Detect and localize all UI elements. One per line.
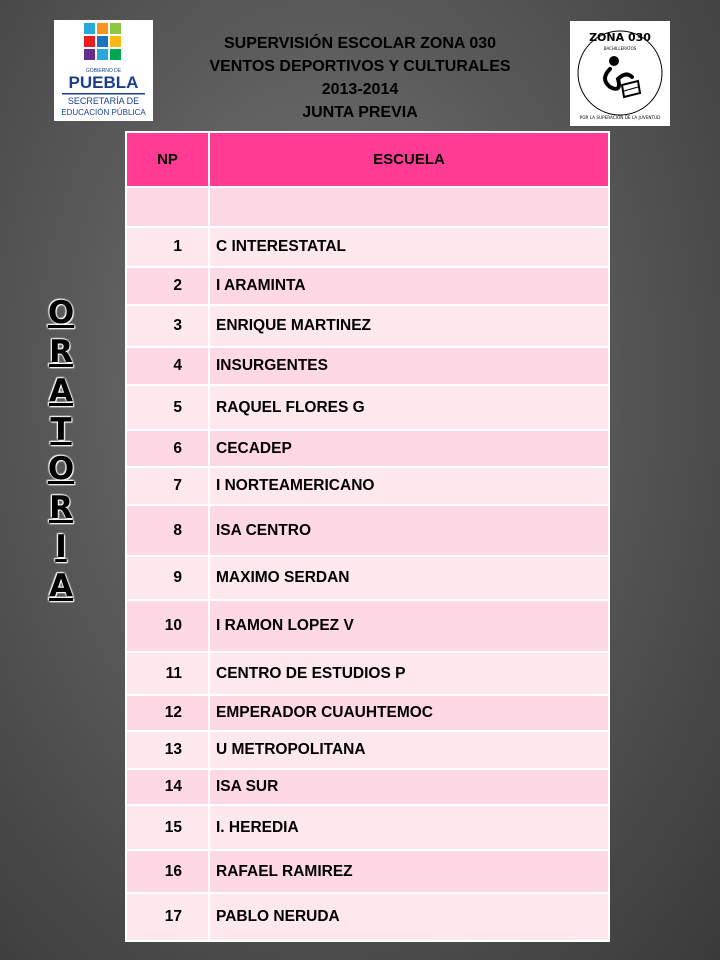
table-row [126,305,609,347]
title-letter: A [49,568,73,604]
cell-np: 11 [126,652,209,695]
header-eventos: VENTOS DEPORTIVOS Y CULTURALES [209,58,511,75]
cell-escuela [209,187,609,227]
schools-table [125,131,610,942]
schools-table-container [125,131,608,942]
title-letter: T [50,412,72,448]
header-ciclo: 2013-2014 [321,81,399,98]
puebla-sep-emblem-icon [54,20,153,121]
cell-escuela: MAXIMO SERDAN [209,556,609,600]
cell-np: 2 [126,267,209,305]
table-header-row [126,132,609,187]
cell-np: 16 [126,850,209,893]
table-row [126,731,609,769]
cell-np: 10 [126,600,209,652]
cell-escuela: U METROPOLITANA [209,731,609,769]
table-row [126,467,609,505]
header-escuela: ESCUELA [209,132,609,187]
table-row [126,695,609,731]
cell-np: 3 [126,305,209,347]
cell-np: 8 [126,505,209,556]
title-letter: O [47,295,75,331]
header-np: NP [126,132,209,187]
cell-np: 9 [126,556,209,600]
cell-np: 17 [126,893,209,941]
cell-np: 7 [126,467,209,505]
puebla-sep-logo [54,20,153,121]
title-letter: I [55,529,67,565]
title-letter: R [49,490,73,526]
table-row [126,227,609,267]
table-row [126,505,609,556]
logo-educacion-text: EDUCACIÓN PÚBLICA [61,108,146,117]
zona-030-emblem-icon [570,21,670,126]
header-junta: JUNTA PREVIA [302,104,418,121]
cell-escuela: CECADEP [209,430,609,467]
title-letter: A [49,373,73,409]
table-row [126,267,609,305]
cell-escuela: C INTERESTATAL [209,227,609,267]
cell-np: 15 [126,805,209,850]
logo-motto-text: POR LA SUPERACION DE LA JUVENTUD [579,115,661,120]
cell-escuela: I RAMON LOPEZ V [209,600,609,652]
table-row [126,893,609,941]
logo-puebla-text: PUEBLA [68,73,139,92]
header-supervision: SUPERVISIÓN ESCOLAR ZONA 030 [223,35,497,52]
cell-escuela: I. HEREDIA [209,805,609,850]
cell-escuela: ENRIQUE MARTINEZ [209,305,609,347]
cell-np: 5 [126,385,209,430]
table-row [126,652,609,695]
title-letter: R [49,334,73,370]
table-row [126,850,609,893]
table-row [126,600,609,652]
logo-bachilleratos-text: BACHILLERATOS [603,46,637,51]
zona-030-logo [570,21,670,126]
cell-np [126,187,209,227]
cell-escuela: INSURGENTES [209,347,609,385]
table-row [126,769,609,805]
logo-secretaria-text: SECRETARÍA DE [67,96,140,106]
table-row [126,385,609,430]
cell-np: 12 [126,695,209,731]
cell-escuela: ISA SUR [209,769,609,805]
table-row [126,347,609,385]
vertical-title-oratoria [36,294,86,606]
table-row [126,805,609,850]
logo-zona-text: ZONA 030 [589,31,651,44]
title-letter: O [47,451,75,487]
cell-escuela: PABLO NERUDA [209,893,609,941]
cell-np: 13 [126,731,209,769]
table-row [126,430,609,467]
cell-np: 6 [126,430,209,467]
cell-np: 14 [126,769,209,805]
logo-gobierno-text: GOBIERNO DE [85,68,122,74]
cell-escuela: RAQUEL FLORES G [209,385,609,430]
table-row [126,556,609,600]
cell-escuela: I ARAMINTA [209,267,609,305]
cell-escuela: I NORTEAMERICANO [209,467,609,505]
page-header [160,32,560,124]
cell-escuela: ISA CENTRO [209,505,609,556]
table-row [126,187,609,227]
cell-np: 4 [126,347,209,385]
cell-escuela: CENTRO DE ESTUDIOS P [209,652,609,695]
cell-escuela: EMPERADOR CUAUHTEMOC [209,695,609,731]
cell-np: 1 [126,227,209,267]
cell-escuela: RAFAEL RAMIREZ [209,850,609,893]
